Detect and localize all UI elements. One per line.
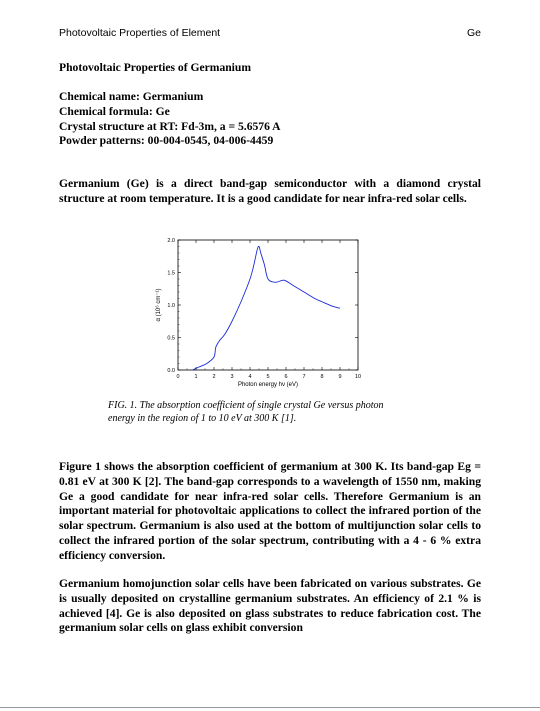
plot-frame bbox=[178, 240, 358, 370]
crystal-structure: Crystal structure at RT: Fd-3m, a = 5.6576 A bbox=[59, 119, 281, 133]
powder-patterns: Powder patterns: 00-004-0545, 04-006-4459 bbox=[59, 134, 274, 148]
x-tick-label: 0 bbox=[176, 374, 180, 380]
chemical-formula: Chemical formula: Ge bbox=[59, 104, 170, 118]
y-tick-label: 0.0 bbox=[167, 368, 175, 374]
x-tick-label: 1 bbox=[194, 374, 198, 380]
x-tick-label: 3 bbox=[230, 374, 234, 380]
running-header-title: Photovoltaic Properties of Element bbox=[59, 27, 221, 39]
page-bottom-border bbox=[0, 707, 540, 708]
x-tick-label: 9 bbox=[338, 374, 342, 380]
x-tick-label: 8 bbox=[320, 374, 324, 380]
paragraph-2: Germanium homojunction solar cells have been fabricated on various substrates. Ge is usually deposited on crystalline germanium substrates. An efficiency of 2.1 % is achieved [4]. Ge is also deposited on glass substrates to reduce fabrication cost. The germanium solar cells on glass exhibit conversion bbox=[59, 577, 481, 635]
figure-caption: FIG. 1. The absorption coefficient of single crystal Ge versus photon energy in the region of 1 to 10 eV at 300 K [1]. bbox=[108, 400, 384, 424]
chemical-name: Chemical name: Germanium bbox=[59, 90, 204, 103]
chemical-info bbox=[59, 90, 281, 149]
y-tick-label: 1.0 bbox=[167, 303, 175, 309]
x-tick-label: 7 bbox=[302, 374, 306, 380]
x-tick-label: 10 bbox=[354, 374, 362, 380]
y-tick-label: 0.5 bbox=[167, 335, 175, 342]
x-tick-label: 6 bbox=[284, 374, 288, 380]
x-tick-label: 5 bbox=[266, 374, 270, 380]
y-tick-label: 2.0 bbox=[167, 238, 175, 244]
intro-paragraph: Germanium (Ge) is a direct band-gap semiconductor with a diamond crystal structure at room temperature. It is a good candidate for near infra-red solar cells. bbox=[59, 177, 481, 205]
absorption-chart bbox=[140, 232, 380, 392]
absorption-curve bbox=[192, 246, 340, 370]
y-axis-label: α (10⁶ cm⁻¹) bbox=[156, 288, 162, 322]
running-header-element: Ge bbox=[466, 27, 481, 39]
paragraph-1: Figure 1 shows the absorption coefficient of germanium at 300 K. Its band-gap Eg = 0.81 eV at 300 K [2]. The band-gap corresponds to a wavelength of 1550 nm, making Ge a good candidate for near infra-red solar cells. Therefore Germanium is an important material for photovoltaic applications to collect the infrared portion of the solar spectrum. Germanium is also used at the bottom of multijunction solar cells to collect the infrared portion of the solar spectrum, contributing with a 4 - 6 % extra efficiency conversion. bbox=[59, 460, 481, 562]
page-title: Photovoltaic Properties of Germanium bbox=[59, 61, 252, 74]
x-tick-label: 2 bbox=[212, 374, 216, 380]
y-tick-label: 1.5 bbox=[167, 270, 175, 277]
x-tick-label: 4 bbox=[248, 374, 252, 380]
x-axis-label: Photon energy hν (eV) bbox=[237, 382, 299, 388]
